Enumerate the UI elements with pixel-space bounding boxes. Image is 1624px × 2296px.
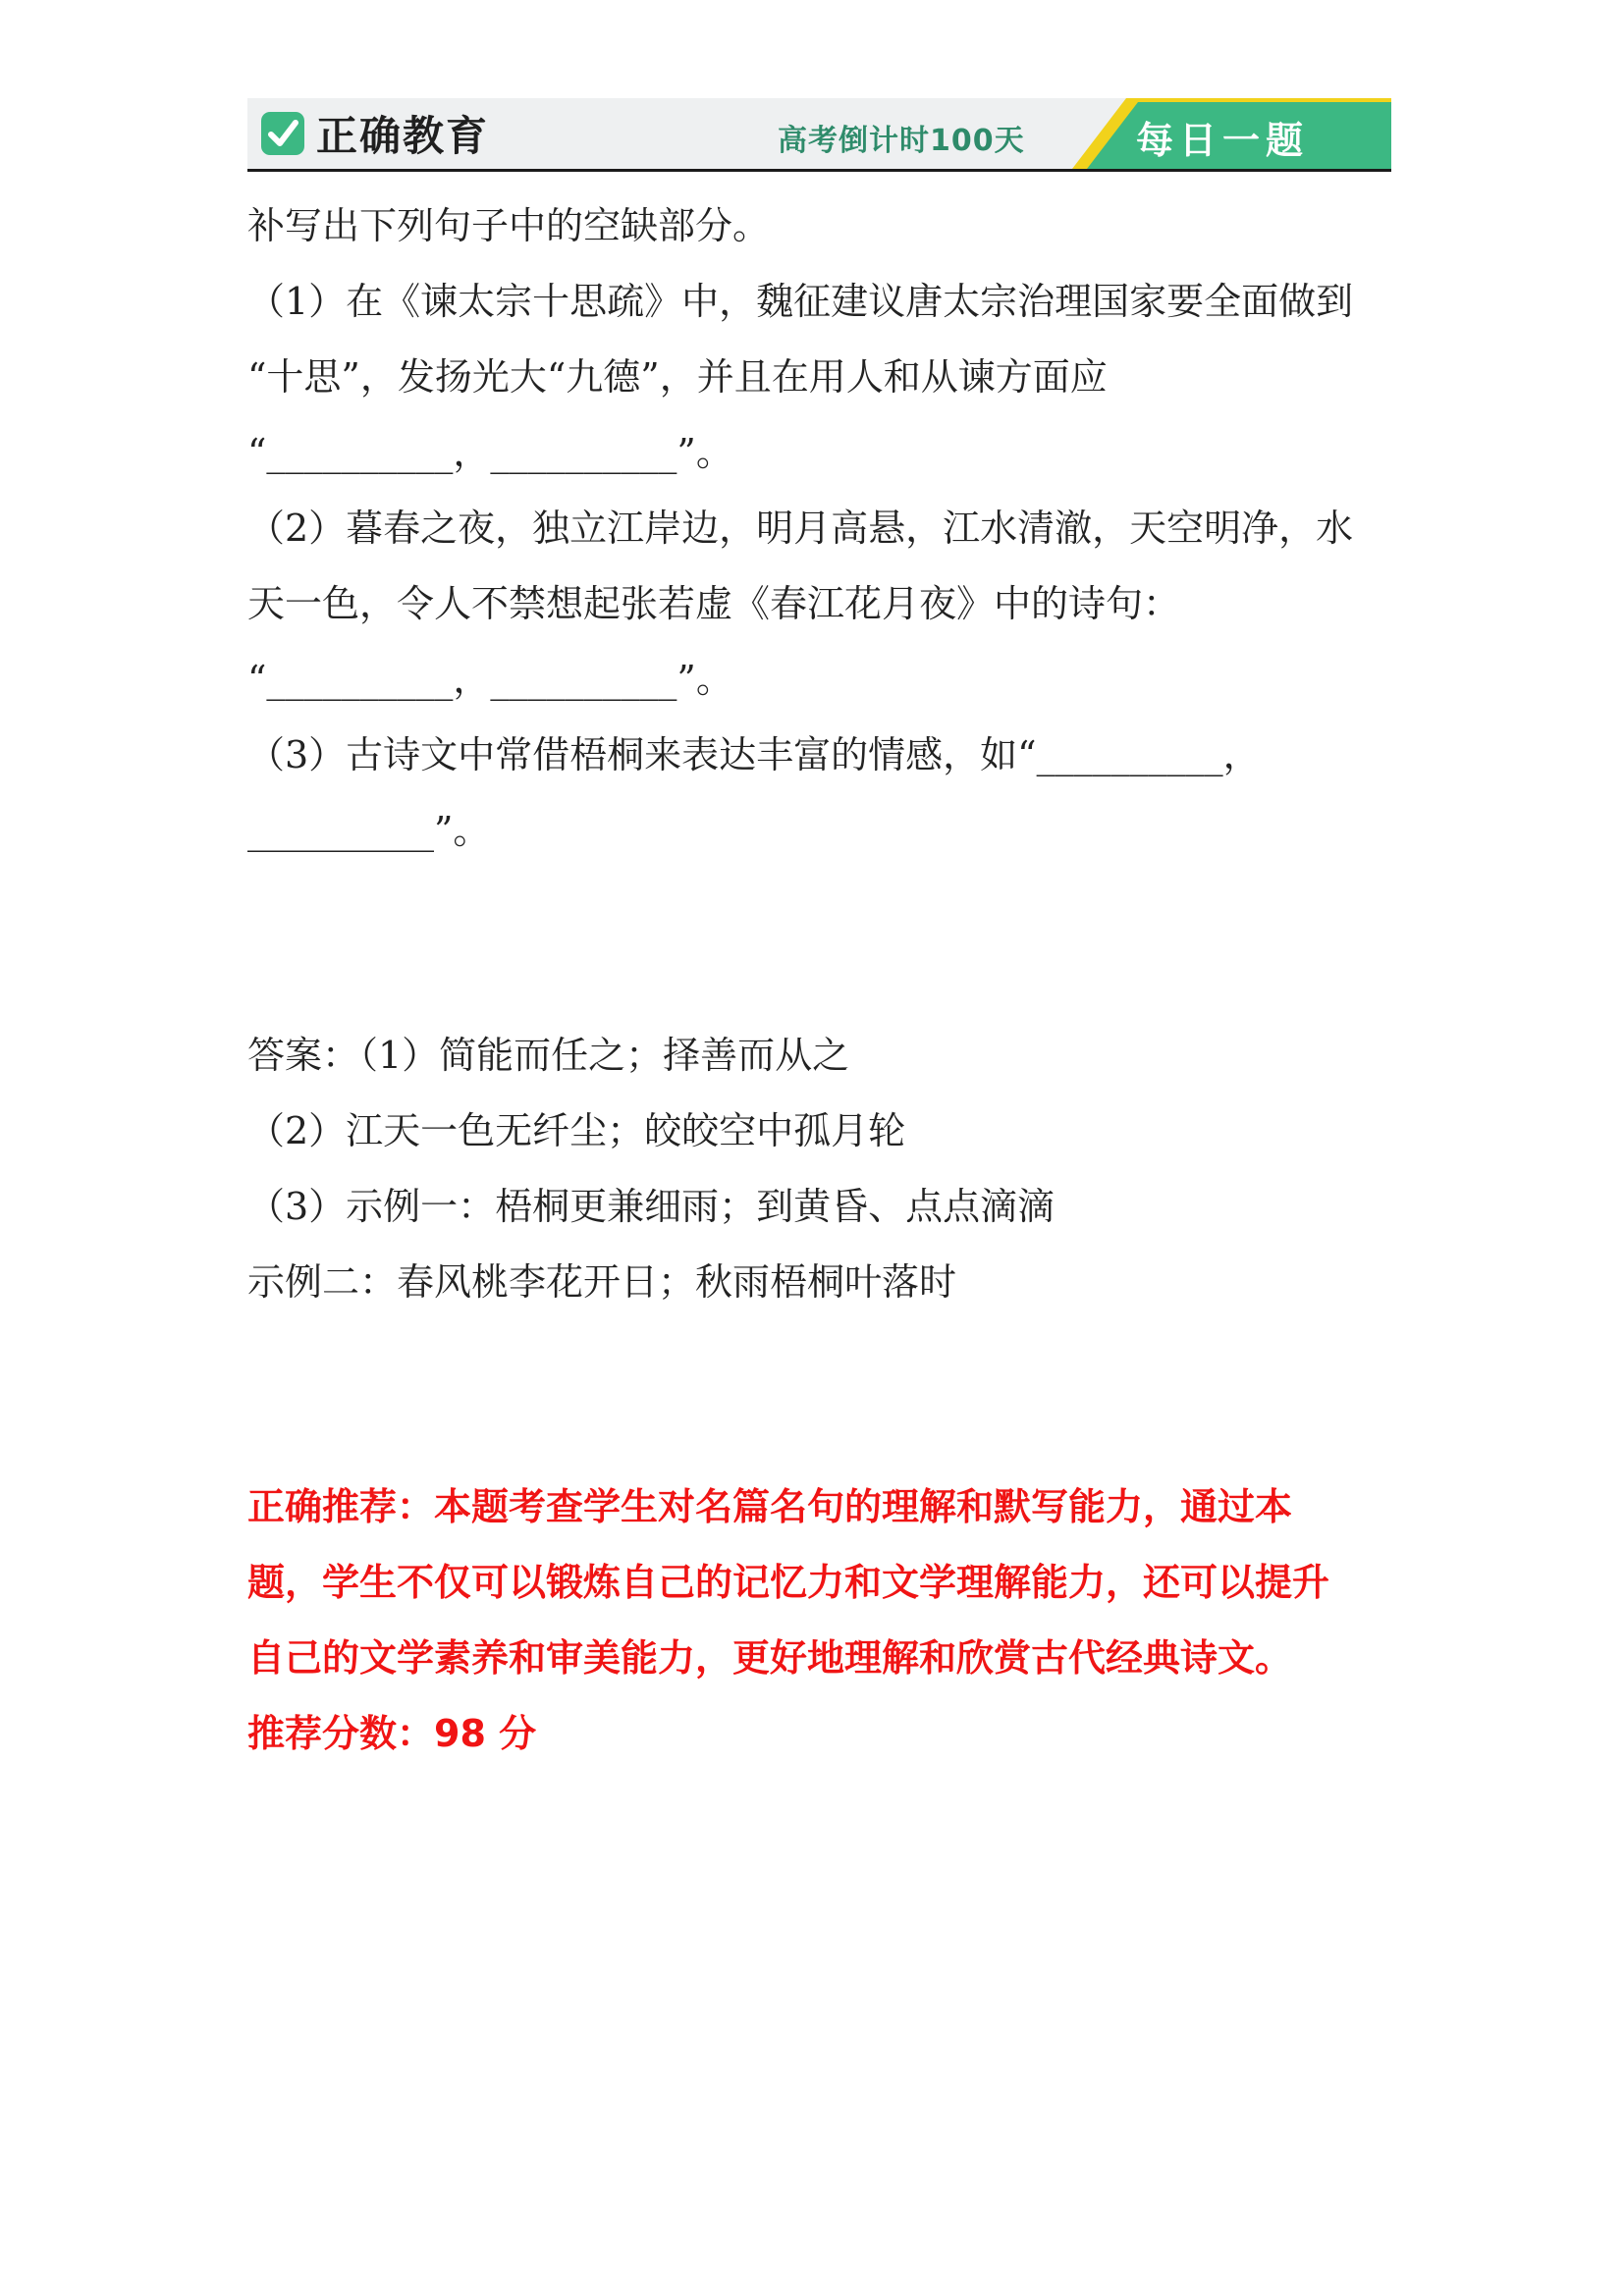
brand-name: 正确教育 <box>316 112 490 160</box>
spacer <box>247 869 1396 1018</box>
question-line: “__________，__________”。 <box>247 431 733 474</box>
header-banner <box>247 98 1391 172</box>
question-line: （1）在《谏太宗十思疏》中，魏征建议唐太宗治理国家要全面做到 <box>247 280 1354 323</box>
question-line: 补写出下列句子中的空缺部分。 <box>247 204 771 247</box>
question-line: （3）古诗文中常借梧桐来表达丰富的情感，如“__________， <box>247 733 1261 776</box>
spacer <box>247 1320 1396 1469</box>
answer-line: （2）江天一色无纤尘；皎皎空中孤月轮 <box>247 1109 906 1152</box>
question-line: （2）暮春之夜，独立江岸边，明月高悬，江水清澈，天空明净，水 <box>247 507 1354 550</box>
question-section <box>247 188 1396 869</box>
question-line: “__________，__________”。 <box>247 658 733 701</box>
daily-question-label: 每日一题 <box>1136 119 1310 162</box>
recommendation-line: 自己的文学素养和审美能力，更好地理解和欣赏古代经典诗文。 <box>247 1636 1293 1680</box>
recommendation-section <box>247 1469 1396 1772</box>
question-line: “十思”，发扬光大“九德”，并且在用人和从谏方面应 <box>247 355 1108 399</box>
answer-line: 答案：（1）简能而任之；择善而从之 <box>247 1034 850 1077</box>
question-line: 天一色，令人不禁想起张若虚《春江花月夜》中的诗句： <box>247 582 1181 625</box>
question-line: __________”。 <box>247 809 491 852</box>
checkmark-icon <box>259 110 306 157</box>
recommendation-line: 题，学生不仅可以锻炼自己的记忆力和文学理解能力，还可以提升 <box>247 1561 1330 1604</box>
recommendation-line: 正确推荐：本题考查学生对名篇名句的理解和默写能力，通过本 <box>247 1485 1293 1528</box>
answer-line: （3）示例一：梧桐更兼细雨；到黄昏、点点滴滴 <box>247 1185 1056 1228</box>
brand-logo <box>259 108 489 159</box>
answer-section <box>247 1018 1396 1320</box>
countdown-text: 高考倒计时100天 <box>778 124 1025 158</box>
answer-line: 示例二：春风桃李花开日；秋雨梧桐叶落时 <box>247 1260 957 1304</box>
document-body <box>247 188 1396 1772</box>
recommendation-score: 推荐分数：98 分 <box>247 1712 537 1755</box>
